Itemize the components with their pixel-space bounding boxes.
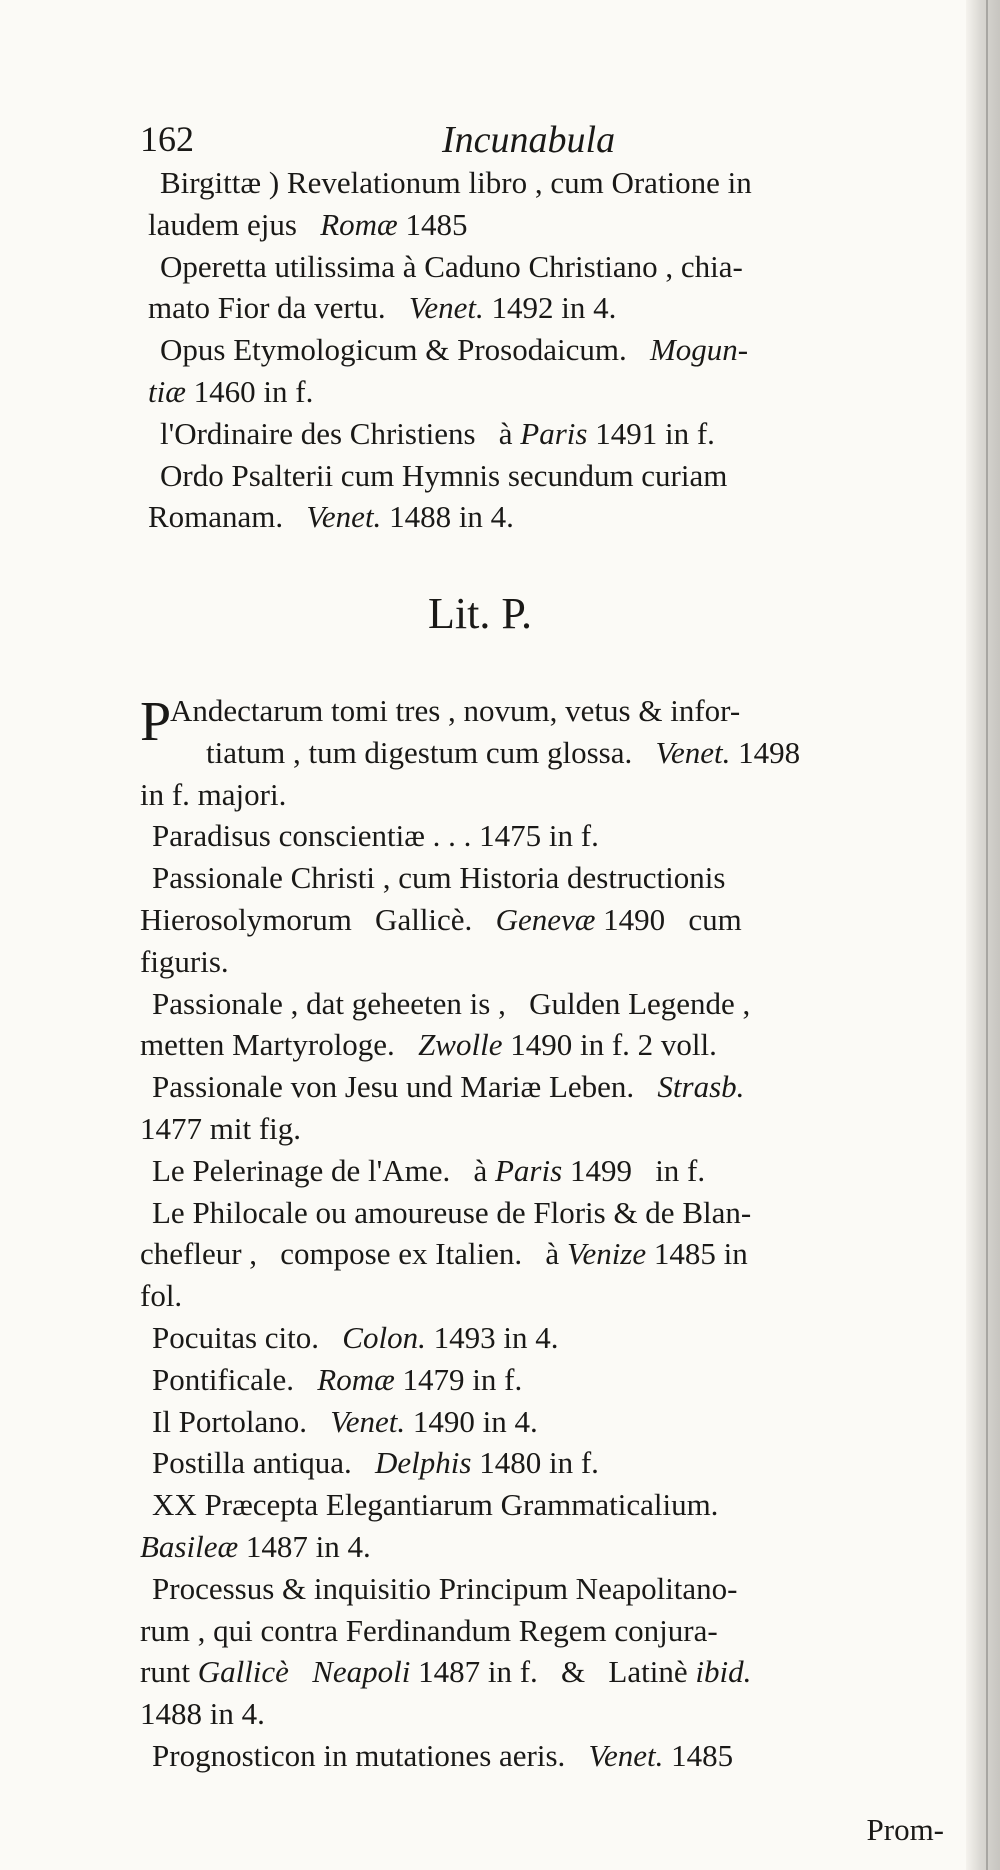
imprint-place: Zwolle xyxy=(418,1027,503,1063)
entry-text: figuris. xyxy=(140,943,229,979)
entry-text: 1490 cum xyxy=(595,901,742,937)
entry-line xyxy=(140,1651,940,1693)
entry-line xyxy=(140,1610,940,1652)
entry-text: 1479 in f. xyxy=(394,1361,523,1397)
entry-text: chefleur , compose ex Italien. à xyxy=(140,1236,567,1272)
catalog-entry xyxy=(140,983,940,1067)
entry-text: Il Portolano. xyxy=(152,1403,331,1439)
entry-text: 1490 in f. 2 voll. xyxy=(502,1027,717,1063)
entry-text: metten Martyrologe. xyxy=(140,1027,419,1063)
entry-text: 1488 in 4. xyxy=(140,1696,265,1732)
entry-line xyxy=(140,1359,940,1401)
entry-text: Passionale Christi , cum Historia destructionis xyxy=(152,860,726,896)
entry-line xyxy=(140,1275,940,1317)
entry-text: Passionale , dat geheeten is , Gulden Legende , xyxy=(152,985,751,1021)
entry-text: Passionale von Jesu und Mariæ Leben. xyxy=(152,1069,658,1105)
entry-text: Birgittæ ) Revelationum libro , cum Oratione in xyxy=(160,165,752,200)
entry-line xyxy=(140,1693,940,1735)
entry-line xyxy=(140,1484,940,1526)
entry-line xyxy=(140,1526,940,1568)
entry-line xyxy=(140,1735,940,1777)
imprint-place: Mogun- xyxy=(649,332,749,368)
entry-text: Opus Etymologicum & Prosodaicum. xyxy=(160,332,650,368)
entry-line xyxy=(140,899,940,941)
entry-line xyxy=(140,1192,940,1234)
imprint-place: Neapoli xyxy=(312,1654,411,1690)
entry-text: 1485 in xyxy=(646,1236,748,1272)
entry-text: Pontificale. xyxy=(152,1361,318,1397)
catalog-entry xyxy=(148,329,938,413)
imprint-place: Basileæ xyxy=(140,1528,239,1564)
imprint-place: Genevæ xyxy=(495,901,596,937)
entry-text: Pocuitas cito. xyxy=(152,1319,343,1355)
entry-text: XX Præcepta Elegantiarum Grammaticalium. xyxy=(152,1487,719,1523)
catalog-entry xyxy=(148,246,938,330)
entry-text: 1499 in f. xyxy=(562,1152,706,1188)
entry-text: l'Ordinaire des Christiens à xyxy=(160,415,521,451)
imprint-place: Paris xyxy=(495,1152,563,1188)
entry-text: rum , qui contra Ferdinandum Regem conjura- xyxy=(140,1612,718,1648)
imprint-place: Venet. xyxy=(306,499,382,535)
entry-text: in f. majori. xyxy=(140,776,287,812)
entry-line xyxy=(140,1233,940,1275)
catalog-entry xyxy=(148,413,938,455)
entry-line xyxy=(140,941,940,983)
entry-text: Processus & inquisitio Principum Neapolitano- xyxy=(152,1570,738,1606)
imprint-place: Delphis xyxy=(375,1445,472,1481)
entry-text: Prognosticon in mutationes aeris. xyxy=(152,1737,589,1773)
entry-line xyxy=(140,1024,940,1066)
catalog-entry xyxy=(140,1442,940,1484)
page-gutter xyxy=(966,0,1000,1870)
catalog-entry xyxy=(148,455,938,539)
running-header xyxy=(140,118,940,168)
imprint-place: Romæ xyxy=(320,206,398,242)
entry-text: 1487 in f. & Latinè xyxy=(410,1654,696,1690)
entry-line xyxy=(140,1108,940,1150)
imprint-place: Gallicè xyxy=(197,1654,289,1690)
catalog-entry xyxy=(140,1192,940,1317)
entry-text: Le Pelerinage de l'Ame. à xyxy=(152,1152,495,1188)
imprint-place: ibid. xyxy=(695,1654,752,1690)
entry-text: tiatum , tum digestum cum glossa. xyxy=(206,734,656,770)
entry-text: 1485 xyxy=(663,1737,734,1773)
imprint-place: Strasb. xyxy=(657,1069,745,1105)
entry-text: Postilla antiqua. xyxy=(152,1445,376,1481)
entry-text: 1477 mit fig. xyxy=(140,1110,302,1146)
entry-line xyxy=(148,455,938,497)
entry-line xyxy=(140,1568,940,1610)
entry-text: Paradisus conscientiæ . . . 1475 in f. xyxy=(152,818,599,854)
entry-text: 1480 in f. xyxy=(471,1445,599,1481)
imprint-place: Colon. xyxy=(342,1319,426,1355)
catalog-entry xyxy=(140,1359,940,1401)
imprint-place: tiæ xyxy=(148,373,186,409)
catalog-entry xyxy=(140,690,940,815)
entry-line xyxy=(148,287,938,329)
entry-text: 1460 in f. xyxy=(185,373,314,409)
entry-line xyxy=(148,496,938,538)
entry-text: Hierosolymorum Gallicè. xyxy=(140,901,496,937)
entry-text: 1487 in 4. xyxy=(238,1528,371,1564)
catchword: Prom- xyxy=(866,1812,944,1847)
entry-line xyxy=(148,371,938,413)
entry-line xyxy=(140,1150,940,1192)
entry-text: Ordo Psalterii cum Hymnis secundum curiam xyxy=(160,457,728,493)
entry-line xyxy=(140,1317,940,1359)
entry-line xyxy=(140,690,940,732)
catalog-entry xyxy=(140,857,940,982)
entry-text: 1498 xyxy=(730,734,801,770)
entry-text: 1491 in f. xyxy=(587,415,715,451)
entry-line xyxy=(148,246,938,288)
drop-cap: P xyxy=(140,691,172,753)
entry-text: 1488 in 4. xyxy=(381,499,514,535)
entry-list-o xyxy=(148,162,938,538)
entry-text: laudem ejus xyxy=(148,206,321,242)
entry-text: fol. xyxy=(140,1278,183,1314)
entry-text: Andectarum tomi tres , novum, vetus & infor- xyxy=(170,693,741,728)
imprint-place: Venet. xyxy=(655,734,731,770)
entry-line xyxy=(140,1066,940,1108)
entry-line xyxy=(148,162,938,204)
imprint-place: Venet. xyxy=(588,1737,664,1773)
entry-line xyxy=(140,774,940,816)
catalog-entry xyxy=(140,1150,940,1192)
entry-text xyxy=(289,1654,312,1689)
running-title: Incunabula xyxy=(442,119,616,161)
imprint-place: Romæ xyxy=(317,1361,395,1397)
section-heading: Lit. P. xyxy=(428,589,532,638)
catalog-entry xyxy=(140,1317,940,1359)
imprint-place: Venet. xyxy=(408,290,484,326)
catalog-entry xyxy=(148,162,938,246)
entry-text: Operetta utilissima à Caduno Christiano , chia- xyxy=(160,248,743,284)
entry-text: 1485 xyxy=(397,206,468,242)
entry-line xyxy=(148,413,938,455)
entry-line xyxy=(148,204,938,246)
entry-text: Romanam. xyxy=(148,499,307,535)
entry-line xyxy=(140,732,940,774)
catalog-entry xyxy=(140,1484,940,1568)
page-number: 162 xyxy=(140,119,194,159)
entry-text: 1493 in 4. xyxy=(425,1319,559,1355)
entry-line xyxy=(140,1442,940,1484)
entry-list-p xyxy=(140,690,940,1777)
entry-line xyxy=(140,815,940,857)
entry-line xyxy=(140,983,940,1025)
entry-text: 1490 in 4. xyxy=(405,1403,538,1439)
imprint-place: Paris xyxy=(520,415,588,451)
catalog-entry xyxy=(140,1568,940,1735)
entry-line xyxy=(148,329,938,371)
entry-line xyxy=(140,857,940,899)
imprint-place: Venize xyxy=(566,1236,647,1272)
catalog-entry xyxy=(140,1401,940,1443)
catalog-entry xyxy=(140,815,940,857)
entry-text: Le Philocale ou amoureuse de Floris & de Blan- xyxy=(152,1194,752,1230)
binding-edge xyxy=(986,0,988,1870)
entry-text: runt xyxy=(140,1654,198,1690)
entry-line xyxy=(140,1401,940,1443)
imprint-place: Venet. xyxy=(330,1403,406,1439)
catalog-entry xyxy=(140,1066,940,1150)
entry-text: mato Fior da vertu. xyxy=(148,290,409,326)
entry-text: 1492 in 4. xyxy=(483,290,617,326)
catalog-entry xyxy=(140,1735,940,1777)
